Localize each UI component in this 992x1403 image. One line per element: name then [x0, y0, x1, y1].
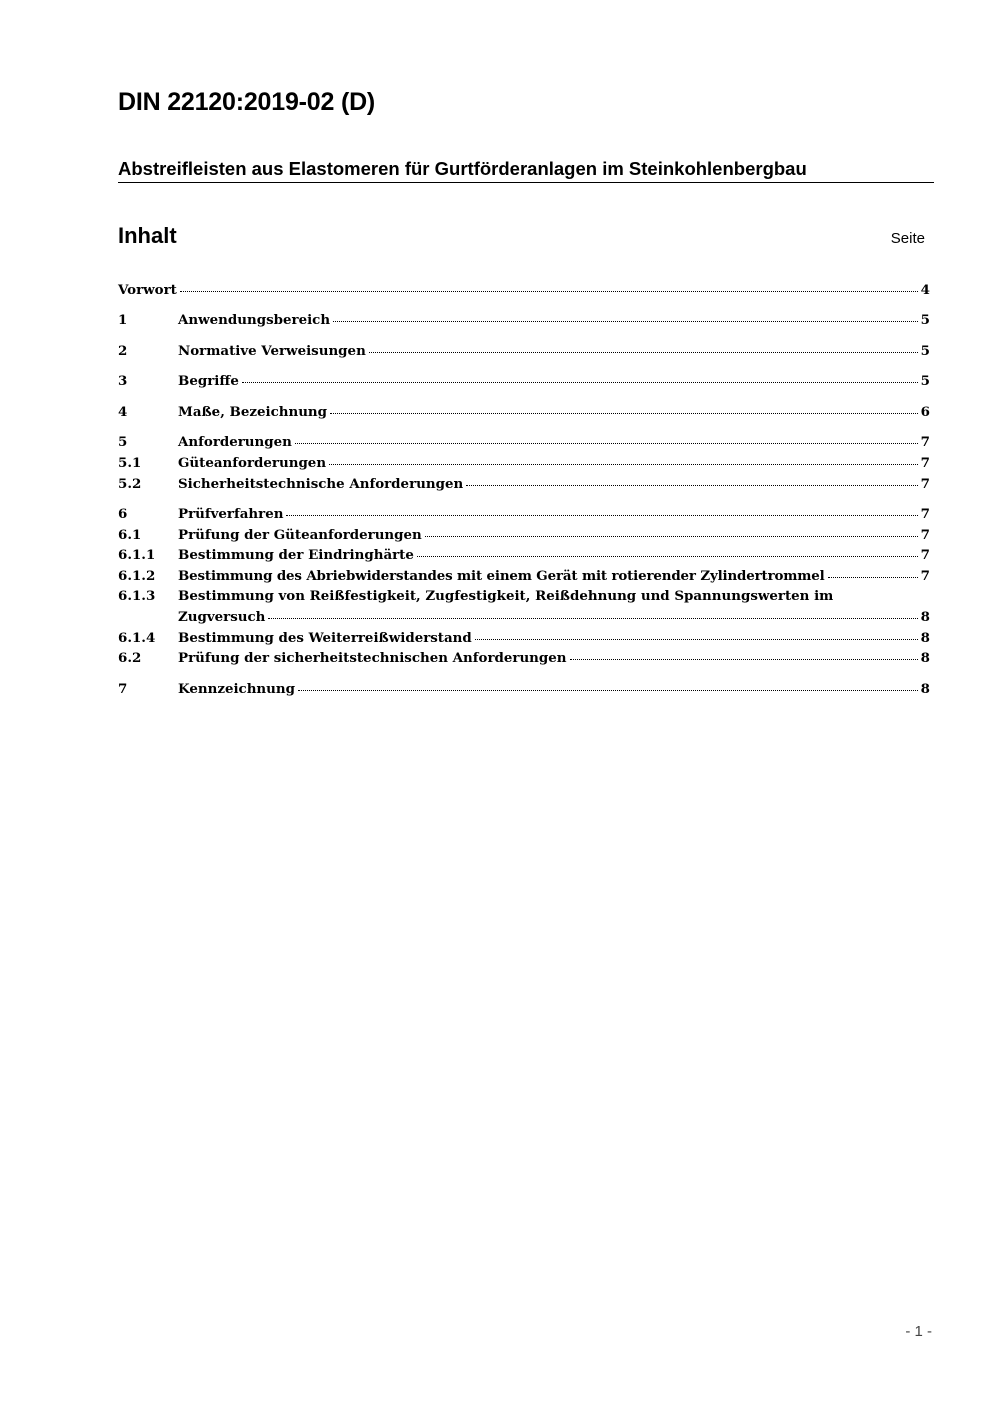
- toc-entry-title-continuation: Zugversuch: [178, 609, 266, 626]
- toc-entry-page: 5: [920, 312, 930, 329]
- toc-entry-page: 7: [920, 455, 930, 472]
- toc-leader-dots: [333, 321, 918, 322]
- toc-entry-page: 7: [920, 526, 930, 543]
- toc-entry-number: 7: [118, 680, 128, 697]
- toc-entry-number: 6.1.3: [118, 588, 156, 605]
- toc-entry-title-continuation-line: [178, 607, 920, 628]
- toc-entry-6-1-4[interactable]: [118, 628, 930, 649]
- toc-entry-6[interactable]: [118, 504, 930, 525]
- toc-heading: Inhalt: [118, 223, 177, 248]
- toc-entry-number: 6.1.4: [118, 629, 156, 646]
- toc-entry-page: 8: [920, 609, 930, 626]
- page-number: - 1 -: [905, 1323, 932, 1340]
- toc-entry-5[interactable]: [118, 432, 930, 453]
- toc-entry-number: 1: [118, 312, 128, 329]
- toc-entry-page: 7: [920, 547, 930, 564]
- toc-entry-number: 5: [118, 434, 128, 451]
- toc-leader-dots: [286, 515, 918, 516]
- toc-entry-page: 5: [920, 342, 930, 359]
- toc-entry-title: Vorwort: [118, 282, 177, 298]
- toc-leader-dots: [180, 291, 918, 292]
- toc-entry-title: Prüfung der Güteanforderungen: [178, 526, 422, 543]
- toc-entry-title: Bestimmung des Abriebwiderstandes mit einem Gerät mit rotierender Zylindertrommel: [178, 567, 825, 584]
- toc-leader-dots: [570, 659, 918, 660]
- toc-entry-page: 7: [920, 434, 930, 451]
- toc-page-column-label: Seite: [890, 230, 925, 247]
- toc-entry-number: 3: [118, 373, 128, 390]
- toc-entry-4[interactable]: [118, 402, 930, 423]
- toc-entry-title: Bestimmung von Reißfestigkeit, Zugfestigkeit, Reißdehnung und Spannungswerten im: [178, 588, 834, 605]
- toc-entry-1[interactable]: [118, 310, 930, 331]
- toc-entry-6-1[interactable]: [118, 525, 930, 546]
- toc-leader-dots: [466, 485, 918, 486]
- toc-entry-number: 4: [118, 403, 128, 420]
- toc-entry-title: Kennzeichnung: [178, 680, 296, 697]
- toc-entry-6-1-2[interactable]: [118, 566, 930, 587]
- toc-leader-dots: [295, 443, 918, 444]
- toc-entry-title: Maße, Bezeichnung: [178, 403, 328, 420]
- toc-leader-dots: [268, 618, 918, 619]
- toc-entry-7[interactable]: [118, 679, 930, 700]
- toc-entry-3[interactable]: [118, 371, 930, 392]
- toc-entry-number: 6.2: [118, 650, 142, 667]
- toc-entry-title: Güteanforderungen: [178, 455, 327, 472]
- toc-entry-vorwort[interactable]: [118, 280, 930, 301]
- toc-entry-title: Sicherheitstechnische Anforderungen: [178, 475, 464, 492]
- toc-leader-dots: [417, 556, 918, 557]
- toc-entry-6-1-1[interactable]: [118, 545, 930, 566]
- toc-leader-dots: [330, 413, 918, 414]
- toc-entry-page: 6: [920, 403, 930, 420]
- toc-leader-dots: [242, 382, 918, 383]
- toc-entry-title: Prüfung der sicherheitstechnischen Anforderungen: [178, 650, 567, 667]
- toc-entry-number: 2: [118, 342, 128, 359]
- toc-entry-page: 4: [920, 282, 930, 298]
- toc-leader-dots: [329, 464, 918, 465]
- toc-entry-page: 7: [920, 475, 930, 492]
- toc-entry-page: 7: [920, 567, 930, 584]
- toc-entry-number: 5.1: [118, 455, 142, 472]
- table-of-contents: [118, 280, 930, 699]
- toc-entry-page: 8: [920, 629, 930, 646]
- toc-entry-2[interactable]: [118, 341, 930, 362]
- toc-leader-dots: [369, 352, 918, 353]
- toc-entry-page: 8: [920, 650, 930, 667]
- toc-entry-title: Anforderungen: [178, 434, 292, 451]
- toc-entry-number: 6.1: [118, 526, 142, 543]
- toc-leader-dots: [425, 536, 918, 537]
- toc-entry-6-2[interactable]: [118, 648, 930, 669]
- toc-entry-page: 5: [920, 373, 930, 390]
- toc-entry-title: Normative Verweisungen: [178, 342, 366, 359]
- toc-entry-title-block: [178, 586, 920, 627]
- toc-entry-number: 6.1.2: [118, 567, 156, 584]
- toc-entry-number: 5.2: [118, 475, 142, 492]
- document-title: DIN 22120:2019-02 (D): [118, 88, 376, 116]
- toc-entry-title: Begriffe: [178, 373, 239, 390]
- toc-leader-dots: [475, 639, 918, 640]
- toc-entry-title: Prüfverfahren: [178, 506, 284, 523]
- toc-entry-number: 6.1.1: [118, 547, 156, 564]
- toc-entry-6-1-3[interactable]: [118, 586, 930, 627]
- toc-leader-dots: [298, 690, 918, 691]
- toc-entry-5-2[interactable]: [118, 474, 930, 495]
- toc-entry-page: 8: [920, 680, 930, 697]
- toc-entry-title: Bestimmung des Weiterreißwiderstand: [178, 629, 472, 646]
- document-subtitle: Abstreifleisten aus Elastomeren für Gurtförderanlagen im Steinkohlenbergbau: [118, 158, 934, 183]
- toc-entry-title: Bestimmung der Eindringhärte: [178, 547, 414, 564]
- toc-entry-number: 6: [118, 506, 128, 523]
- toc-leader-dots: [828, 577, 918, 578]
- toc-entry-page: 7: [920, 506, 930, 523]
- toc-entry-title: Anwendungsbereich: [178, 312, 331, 329]
- toc-entry-5-1[interactable]: [118, 453, 930, 474]
